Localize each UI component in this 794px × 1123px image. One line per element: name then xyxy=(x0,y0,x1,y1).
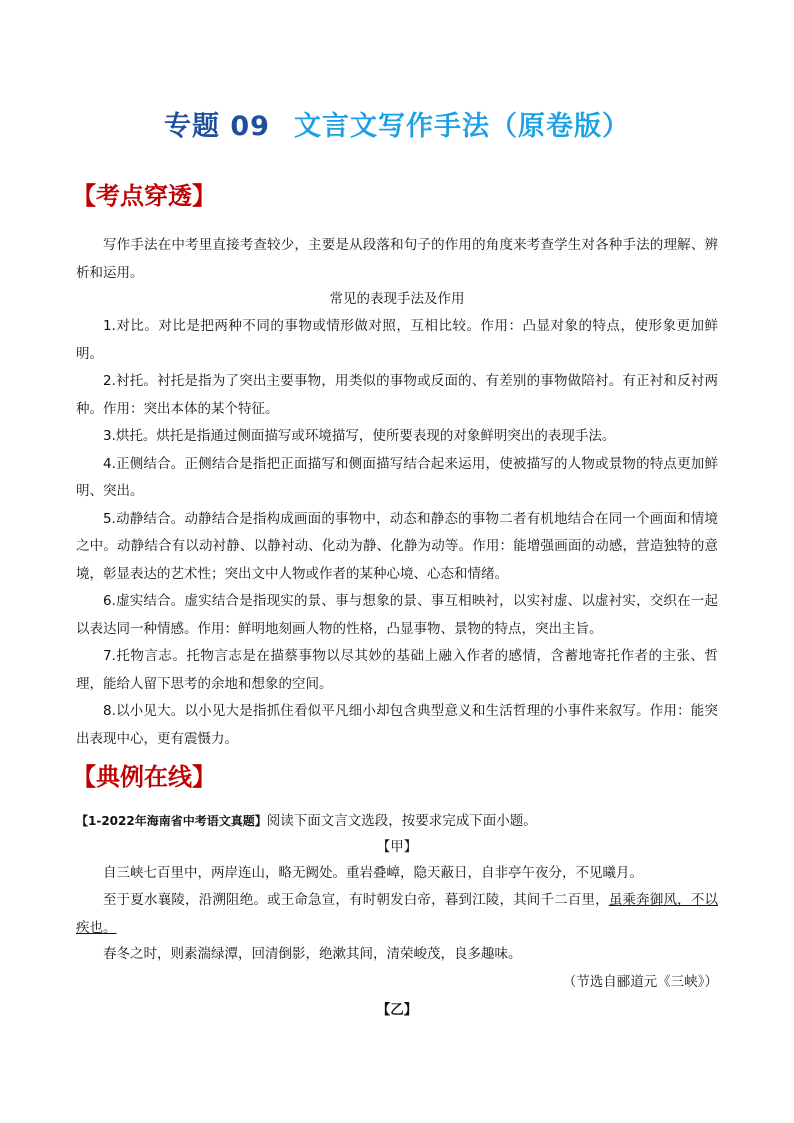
technique-item: 2.衬托。衬托是指为了突出主要事物，用类似的事物或反面的、有差别的事物做陪衬。有正衬和反衬两种。作用：突出本体的某个特征。 xyxy=(76,373,718,417)
passage-label-yi: 【乙】 xyxy=(376,1002,418,1018)
example-instruction: 阅读下面文言文选段，按要求完成下面小题。 xyxy=(266,813,537,829)
passage-p2-underlined: 虽乘奔御风，不以疾也。 xyxy=(76,892,719,936)
title-topic-name: 文言文写作手法（原卷版） xyxy=(293,111,630,142)
section-heading-dianli: 【典例在线】 xyxy=(72,763,216,791)
example-intro xyxy=(76,808,718,836)
technique-item: 4.正侧结合。正侧结合是指把正面描写和侧面描写结合起来运用，使被描写的人物或景物的特点更加鲜明、突出。 xyxy=(76,455,718,499)
page-title xyxy=(0,104,794,143)
passage-paragraph-2 xyxy=(76,887,718,942)
technique-item: 7.托物言志。托物言志是在描蔡事物以尽其妙的基础上融入作者的感情，含蓄地寄托作者的主张、哲理，能给人留下思考的余地和想象的空间。 xyxy=(76,648,718,692)
passage-paragraph-3: 春冬之时，则素湍绿潭，回清倒影，绝漱其间，清荣峻茂，良多趣味。 xyxy=(103,946,522,962)
example-source: 【1-2022年海南省中考语文真题】 xyxy=(76,814,267,828)
passage-p2-text: 至于夏水襄陵，沿溯阻绝。或王命急宣，有时朝发白帝，暮到江陵，其间千二百里， xyxy=(103,892,609,908)
passage-label-jia: 【甲】 xyxy=(376,839,418,855)
passage-citation: （节选自郦道元《三峡》） xyxy=(562,974,718,990)
technique-item: 6.虚实结合。虚实结合是指现实的景、事与想象的景、事互相映衬，以实衬虚、以虚衬实，交织在一起以表达同一种情感。作用：鲜明地刻画人物的性格，凸显事物、景物的特点，突出主旨。 xyxy=(76,593,718,637)
passage-paragraph-1: 自三峡七百里中，两岸连山，略无阙处。重岩叠嶂，隐天蔽日，自非亭午夜分，不见曦月。 xyxy=(103,865,643,881)
technique-item: 8.以小见大。以小见大是指抓住看似平凡细小却包含典型意义和生活哲理的小事件来叙写。作用：能突出表现中心，更有震慑力。 xyxy=(76,703,718,747)
technique-item: 1.对比。对比是把两种不同的事物或情形做对照，互相比较。作用：凸显对象的特点，使形象更加鲜明。 xyxy=(76,318,718,362)
intro-paragraph: 写作手法在中考里直接考查较少，主要是从段落和句子的作用的角度来考查学生对各种手法的理解、辨析和运用。 xyxy=(76,237,718,281)
techniques-list xyxy=(76,313,718,753)
technique-item: 3.烘托。烘托是指通过侧面描写或环境描写，使所要表现的对象鲜明突出的表现手法。 xyxy=(103,428,616,444)
techniques-subtitle: 常见的表现手法及作用 xyxy=(329,291,465,307)
section-heading-kaodian: 【考点穿透】 xyxy=(72,182,216,210)
technique-item: 5.动静结合。动静结合是指构成画面的事物中，动态和静态的事物二者有机地结合在同一个画面和情境之中。动静结合有以动衬静、以静衬动、化动为静、化静为动等。作用：能增强画面的动感，营造独特的意境，彰显表达的艺术性；突出文中人物或作者的某种心境、心态和情绪。 xyxy=(76,510,718,582)
title-topic-number: 专题 09 xyxy=(164,111,270,142)
